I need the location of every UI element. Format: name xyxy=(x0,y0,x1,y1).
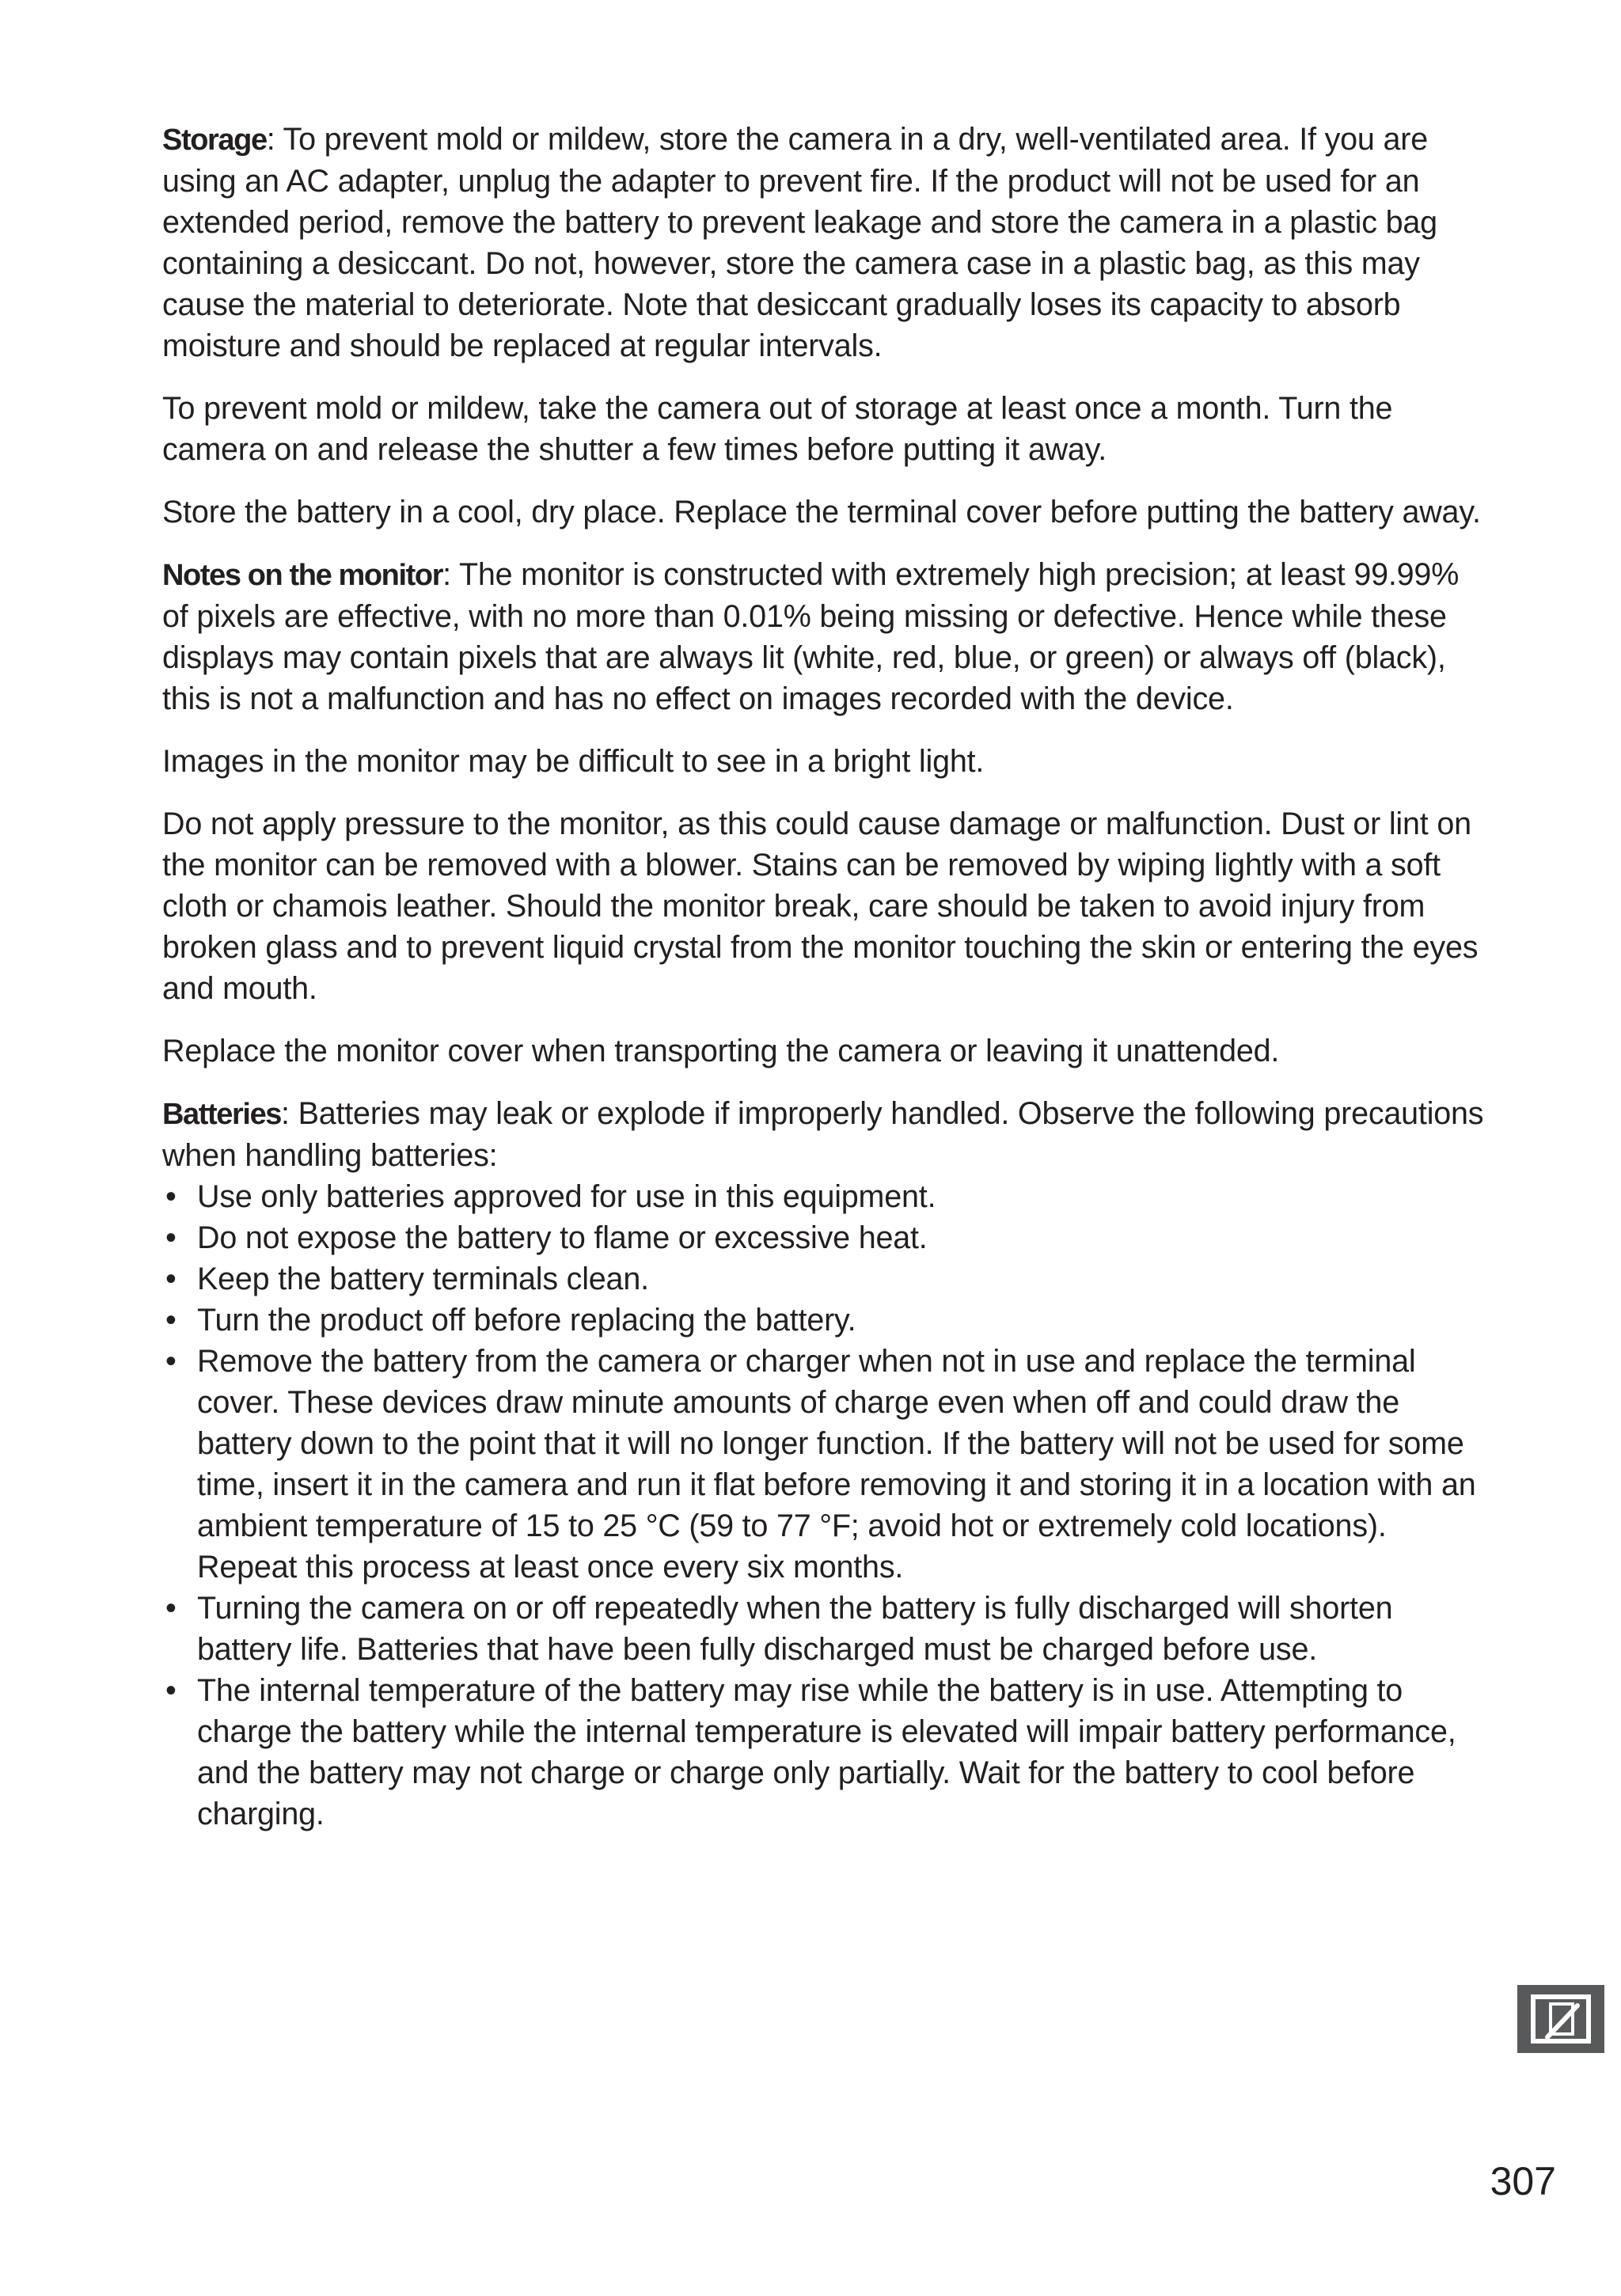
list-item-text: Remove the battery from the camera or charger when not in use and replace the terminal cover. These devices draw minute amounts of charge even when off and could draw the battery down to the point that it will no longer function. If the battery will not be used for some time, insert it in the camera and run it flat before removing it and storing it in a location with an ambient temperature of 15 to 25 °C (59 to 77 °F; avoid hot or extremely cold locations). Repeat this process at least once every six months. xyxy=(197,1344,1476,1584)
monitor-paragraph-3: Do not apply pressure to the monitor, as this could cause damage or malfunction. Dust or lint on the monitor can be removed with a blower. Stains can be removed by wiping lightly with a soft cloth or chamois leather. Should the monitor break, care should be taken to avoid injury from broken glass and to prevent liquid crystal from the monitor touching the skin or entering the eyes and mouth. xyxy=(162,806,1479,1006)
bullet-icon: • xyxy=(165,1591,177,1626)
bullet-icon: • xyxy=(165,1673,177,1708)
page-number: 307 xyxy=(1490,2159,1556,2203)
list-item xyxy=(162,1176,1492,1217)
batteries-heading: Batteries xyxy=(162,1098,282,1131)
monitor-paragraph-2: Images in the monitor may be difficult to see in a bright light. xyxy=(162,744,985,779)
list-item-text: Keep the battery terminals clean. xyxy=(197,1262,649,1296)
bullet-icon: • xyxy=(165,1179,177,1214)
storage-paragraph xyxy=(162,119,1492,366)
list-item-text: Do not expose the battery to flame or excessive heat. xyxy=(197,1220,928,1255)
list-item xyxy=(162,1588,1492,1670)
list-item xyxy=(162,1300,1492,1341)
batteries-text: : Batteries may leak or explode if improperly handled. Observe the following precautions when handling batteries: xyxy=(162,1096,1484,1173)
bullet-icon: • xyxy=(165,1220,177,1255)
list-item xyxy=(162,1217,1492,1258)
section-tab xyxy=(1517,1985,1604,2053)
batteries-paragraph xyxy=(162,1093,1492,1176)
bullet-icon: • xyxy=(165,1344,177,1379)
list-item xyxy=(162,1258,1492,1300)
bullet-icon: • xyxy=(165,1303,177,1338)
monitor-heading: Notes on the monitor xyxy=(162,559,443,592)
list-item xyxy=(162,1341,1492,1588)
storage-paragraph-3: Store the battery in a cool, dry place. Replace the terminal cover before putting the battery away. xyxy=(162,495,1481,529)
storage-paragraph-2: To prevent mold or mildew, take the camera out of storage at least once a month. Turn the camera on and release the shutter a few times before putting it away. xyxy=(162,391,1393,467)
technical-notes-icon xyxy=(1517,1985,1604,2053)
list-item-text: Turn the product off before replacing the battery. xyxy=(197,1303,856,1338)
monitor-paragraph xyxy=(162,554,1492,719)
list-item xyxy=(162,1670,1492,1835)
storage-text: : To prevent mold or mildew, store the camera in a dry, well-ventilated area. If you are using an AC adapter, unplug the adapter to prevent fire. If the product will not be used for an extended period, remove the battery to prevent leakage and store the camera in a plastic bag containing a desiccant. Do not, however, store the camera case in a plastic bag, as this may cause the material to deteriorate. Note that desiccant gradually loses its capacity to absorb moisture and should be replaced at regular intervals. xyxy=(162,122,1437,363)
list-item-text: Turning the camera on or off repeatedly when the battery is fully discharged will shorten battery life. Batteries that have been fully discharged must be charged before use. xyxy=(197,1591,1393,1667)
batteries-precautions-list xyxy=(162,1176,1492,1835)
bullet-icon: • xyxy=(165,1262,177,1296)
storage-heading: Storage xyxy=(162,123,267,157)
list-item-text: The internal temperature of the battery may rise while the battery is in use. Attempting to charge the battery while the internal temperature is elevated will impair battery performance, and the battery may not charge or charge only partially. Wait for the battery to cool before charging. xyxy=(197,1673,1456,1831)
list-item-text: Use only batteries approved for use in this equipment. xyxy=(197,1179,936,1214)
page-content xyxy=(162,119,1492,1835)
monitor-paragraph-4: Replace the monitor cover when transporting the camera or leaving it unattended. xyxy=(162,1034,1280,1068)
monitor-text: : The monitor is constructed with extremely high precision; at least 99.99% of pixels are effective, with no more than 0.01% being missing or defective. Hence while these displays may contain pixels that are always lit (white, red, blue, or green) or always off (black), this is not a malfunction and has no effect on images recorded with the device. xyxy=(162,557,1460,716)
